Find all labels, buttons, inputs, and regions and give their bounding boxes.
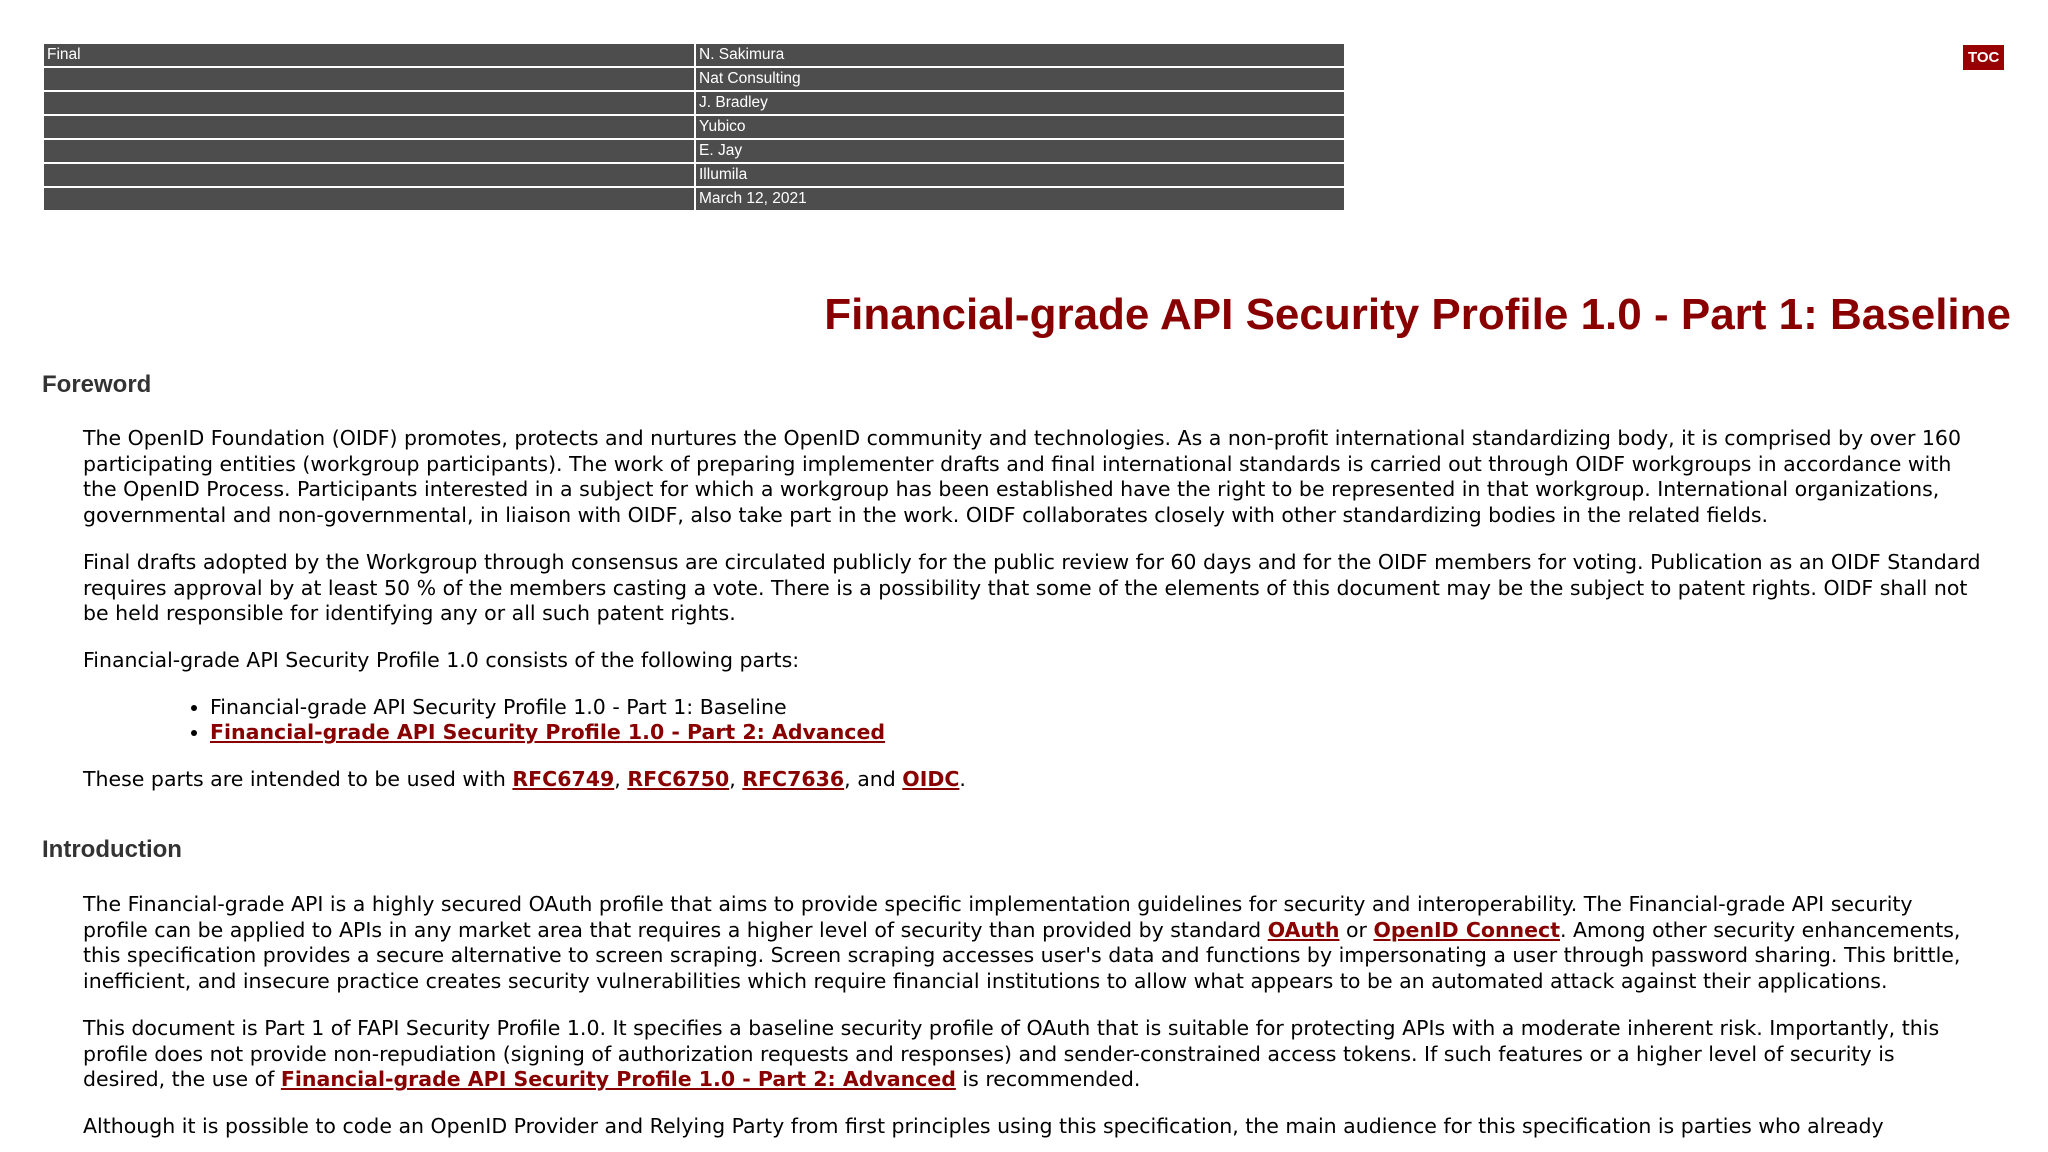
separator: , bbox=[614, 767, 628, 792]
intro-text: This document is Part 1 of FAPI Security Profile 1.0. It specifies a baseline security profile of OAuth that is suitable for protecting APIs with a moderate inherent risk. Importantly, this profile does not provide non-repudiation (signing of authorization requests and responses) and sender-constrained access tokens. If such features or a higher level of security is desired, the use of bbox=[83, 1015, 1940, 1092]
foreword-paragraph-3: Financial-grade API Security Profile 1.0 consists of the following parts: bbox=[83, 647, 800, 672]
part-1-text: Financial-grade API Security Profile 1.0 - Part 1: Baseline bbox=[210, 694, 787, 719]
separator: , and bbox=[844, 767, 903, 792]
oauth-link[interactable]: OAuth bbox=[1267, 917, 1340, 942]
foreword-section bbox=[83, 426, 1983, 793]
intro-text: or bbox=[1339, 917, 1374, 942]
header-right-cell: Illumila bbox=[696, 164, 1344, 186]
header-left-cell: Final bbox=[44, 44, 694, 66]
parts-usage-text: These parts are intended to be used with bbox=[83, 767, 513, 792]
header-row bbox=[44, 116, 1344, 138]
header-right-cell: Yubico bbox=[696, 116, 1344, 138]
header-left-cell bbox=[44, 116, 694, 138]
parts-list bbox=[83, 695, 1983, 746]
header-row bbox=[44, 92, 1344, 114]
rfc7636-link[interactable]: RFC7636 bbox=[742, 767, 845, 792]
introduction-section bbox=[83, 892, 1983, 1140]
rfc6750-link[interactable]: RFC6750 bbox=[627, 767, 730, 792]
period: . bbox=[959, 767, 966, 792]
part-2-link[interactable]: Financial-grade API Security Profile 1.0 - Part 2: Advanced bbox=[210, 720, 886, 745]
introduction-paragraph-1 bbox=[83, 892, 1983, 995]
list-item bbox=[210, 720, 1983, 746]
header-row bbox=[44, 164, 1344, 186]
intro-text: is recommended. bbox=[955, 1067, 1141, 1092]
document-title: Financial-grade API Security Profile 1.0 - Part 1: Baseline bbox=[824, 290, 2011, 339]
separator: , bbox=[729, 767, 743, 792]
header-row bbox=[44, 68, 1344, 90]
introduction-heading: Introduction bbox=[42, 836, 182, 863]
foreword-paragraph-4 bbox=[83, 767, 1983, 793]
foreword-paragraph-1: The OpenID Foundation (OIDF) promotes, protects and nurtures the OpenID community and technologies. As a non-profit international standardizing body, it is comprised by over 160 participating entities (workgroup participants). The work of preparing implementer drafts and final international standards is carried out through OIDF workgroups in accordance with the OpenID Process. Participants interested in a subject for which a workgroup has been established have the right to be represented in that workgroup. International organizations, governmental and non-governmental, in liaison with OIDF, also take part in the work. OIDF collaborates closely with other standardizing bodies in the related fields. bbox=[83, 426, 1962, 528]
toc-button[interactable]: TOC bbox=[1963, 45, 2004, 70]
foreword-heading: Foreword bbox=[42, 371, 152, 398]
openid-connect-link[interactable]: OpenID Connect bbox=[1373, 917, 1560, 942]
header-row bbox=[44, 140, 1344, 162]
document-header-table bbox=[42, 42, 1346, 212]
list-item bbox=[210, 695, 1983, 721]
header-right-cell: March 12, 2021 bbox=[696, 188, 1344, 210]
header-right-cell: J. Bradley bbox=[696, 92, 1344, 114]
header-right-cell: N. Sakimura bbox=[696, 44, 1344, 66]
intro-text: . Among other security enhancements, this specification provides a secure alternative to screen scraping. Screen scraping accesses user's data and functions by impersonating a user through password sharing. This brittle, inefficient, and insecure practice creates security vulnerabilities which require financial institutions to allow what appears to be an automated attack against their applications. bbox=[83, 917, 1961, 994]
introduction-paragraph-3: Although it is possible to code an OpenID Provider and Relying Party from first principles using this specification, the main audience for this specification is parties who already bbox=[83, 1113, 1884, 1138]
header-row bbox=[44, 188, 1344, 210]
header-left-cell bbox=[44, 68, 694, 90]
header-left-cell bbox=[44, 164, 694, 186]
header-left-cell bbox=[44, 92, 694, 114]
intro-text: The Financial-grade API is a highly secured OAuth profile that aims to provide specific implementation guidelines for security and interoperability. The Financial-grade API security profile can be applied to APIs in any market area that requires a higher level of security than provided by standard bbox=[83, 892, 1913, 942]
foreword-paragraph-2: Final drafts adopted by the Workgroup through consensus are circulated publicly for the public review for 60 days and for the OIDF members for voting. Publication as an OIDF Standard requires approval by at least 50 % of the members casting a vote. There is a possibility that some of the elements of this document may be the subject to patent rights. OIDF shall not be held responsible for identifying any or all such patent rights. bbox=[83, 549, 1981, 626]
header-left-cell bbox=[44, 140, 694, 162]
header-right-cell: E. Jay bbox=[696, 140, 1344, 162]
oidc-link[interactable]: OIDC bbox=[902, 767, 960, 792]
header-right-cell: Nat Consulting bbox=[696, 68, 1344, 90]
header-rows bbox=[44, 44, 1344, 210]
part-2-advanced-link[interactable]: Financial-grade API Security Profile 1.0 - Part 2: Advanced bbox=[280, 1067, 956, 1092]
rfc6749-link[interactable]: RFC6749 bbox=[512, 767, 615, 792]
header-left-cell bbox=[44, 188, 694, 210]
header-row bbox=[44, 44, 1344, 66]
introduction-paragraph-2 bbox=[83, 1016, 1983, 1093]
